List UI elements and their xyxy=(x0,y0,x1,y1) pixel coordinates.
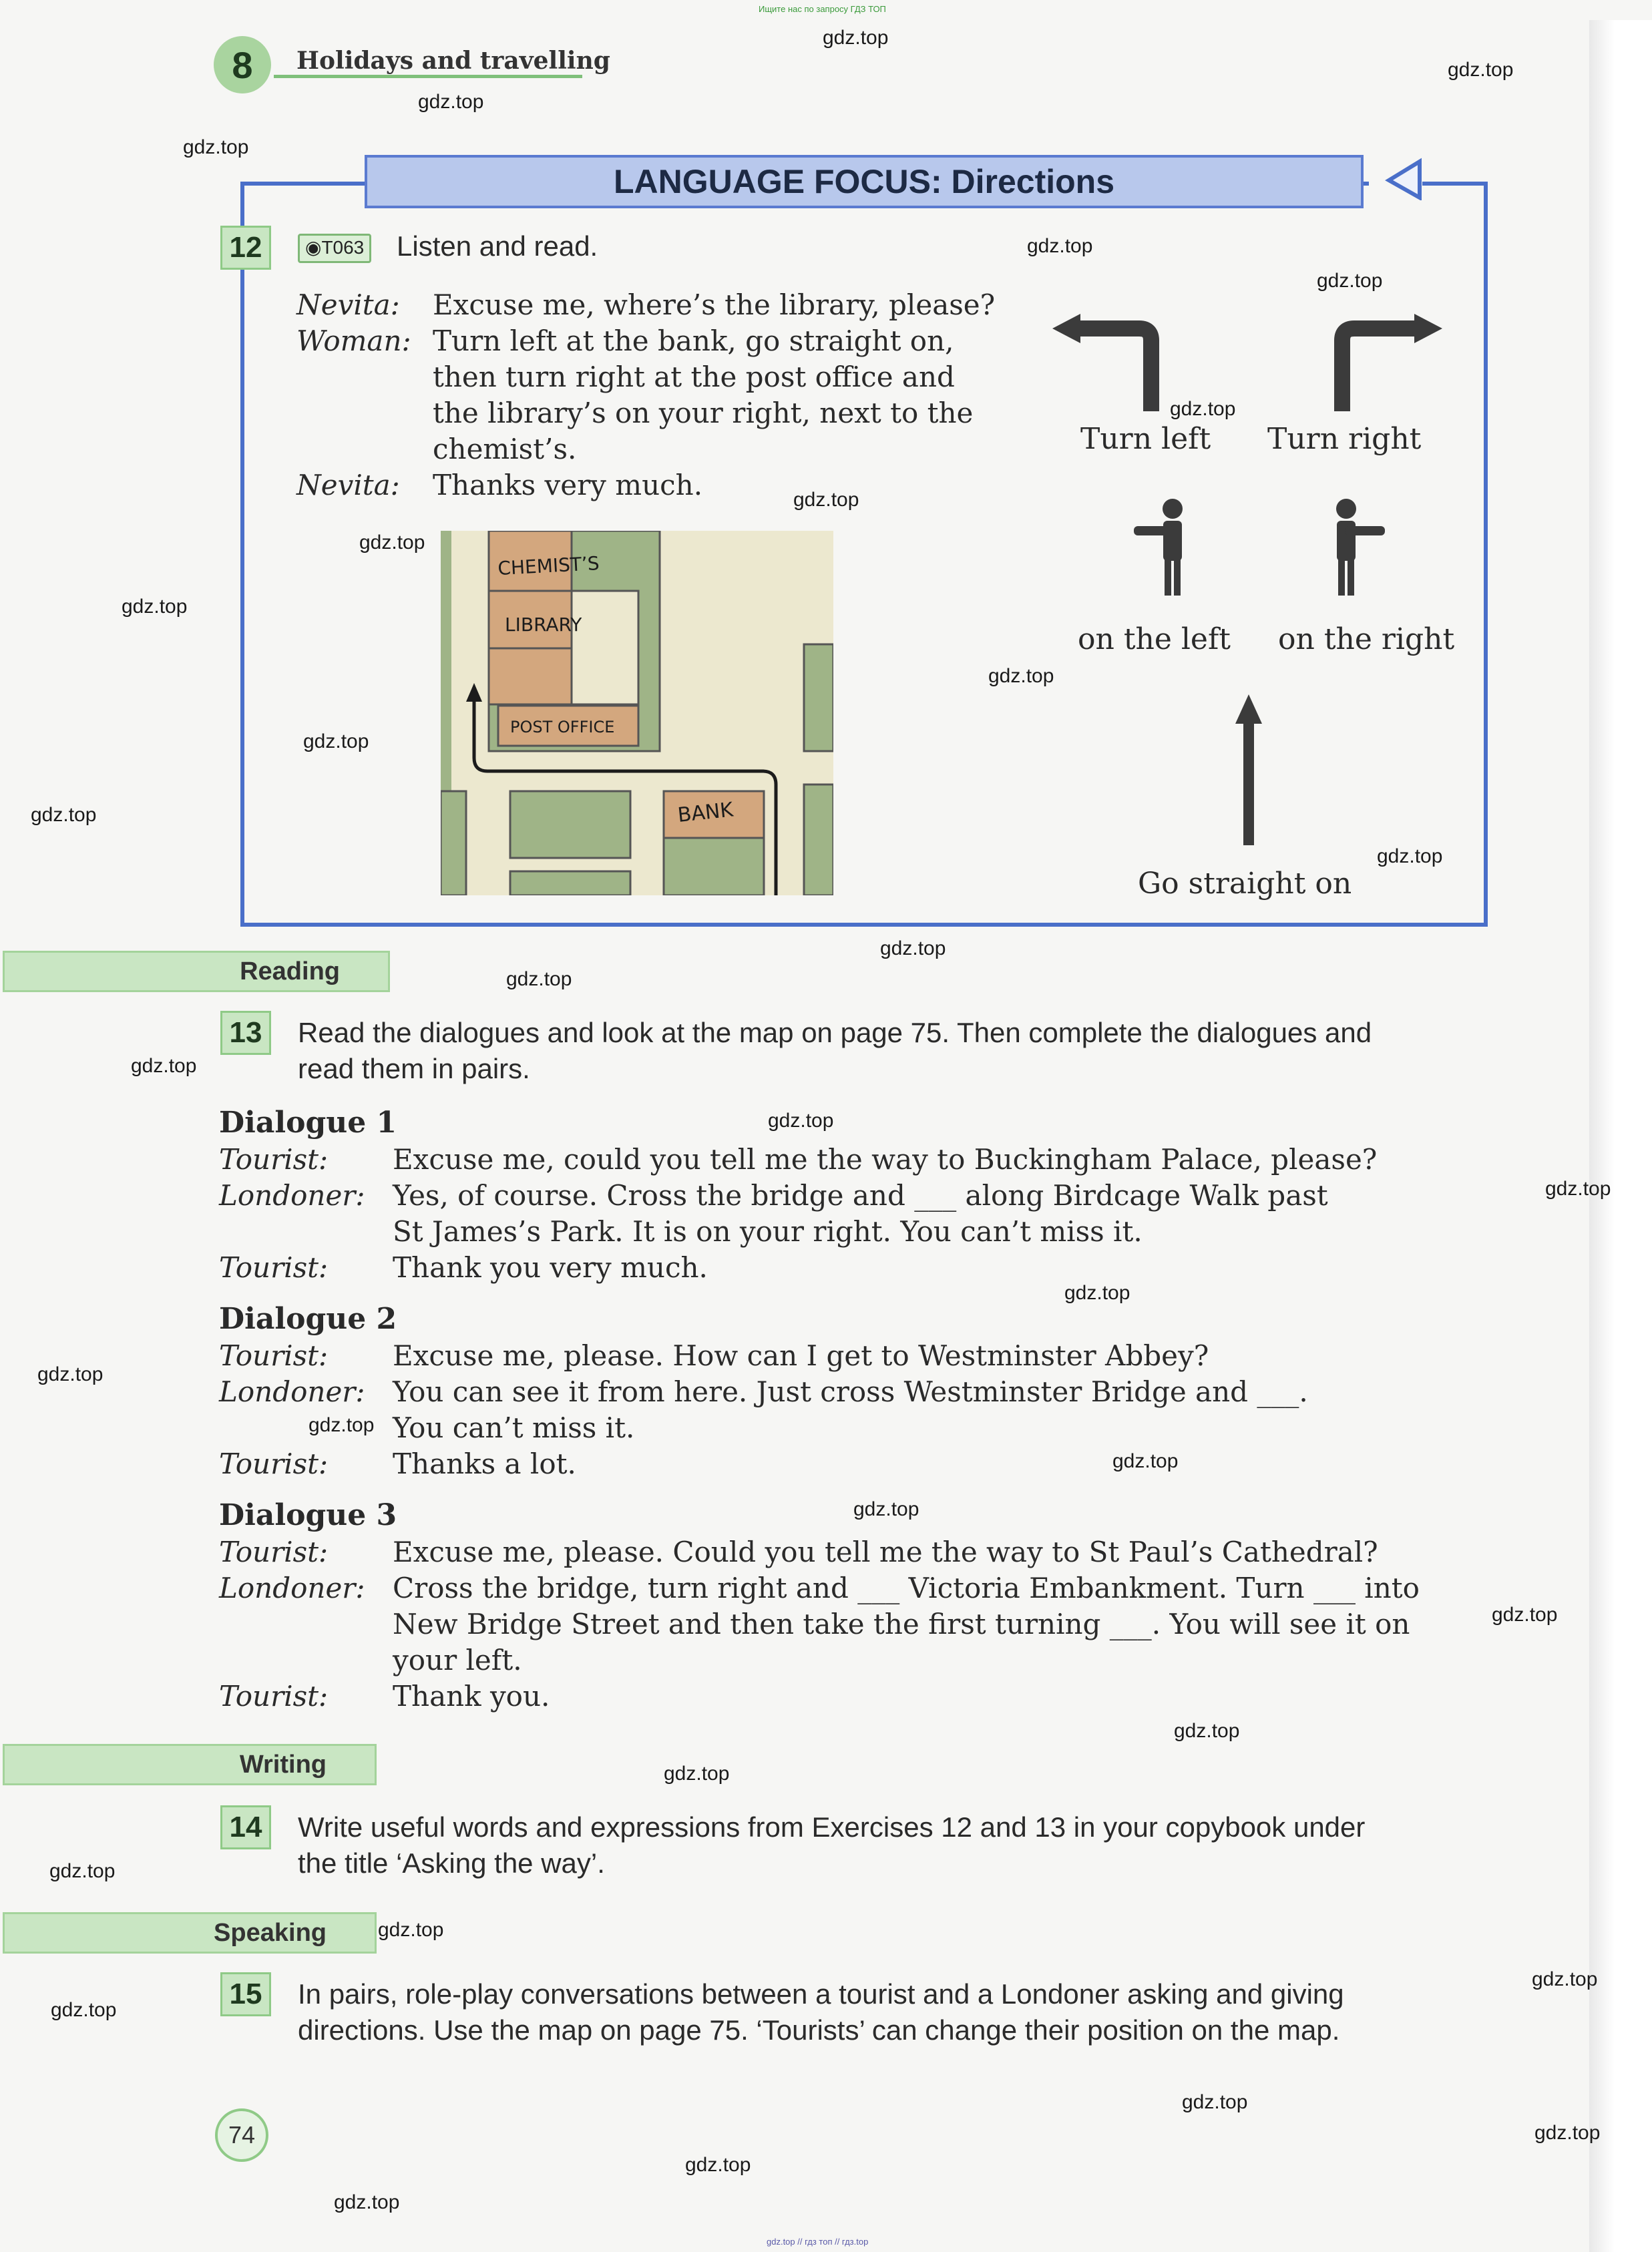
speaker-label: Tourist: xyxy=(219,1680,329,1713)
watermark: gdz.top xyxy=(823,27,889,49)
dialogue-line: chemist’s. xyxy=(433,433,577,465)
dialogue-line: Thanks a lot. xyxy=(393,1447,576,1480)
caption-turn-left: Turn left xyxy=(1080,422,1211,456)
arrow-head-icon xyxy=(1385,158,1425,200)
caption-go-straight-on: Go straight on xyxy=(1138,867,1352,901)
speaker-label: Londoner: xyxy=(219,1179,365,1212)
dialogue-line: Thank you very much. xyxy=(393,1251,708,1284)
dialogue-line: Yes, of course. Cross the bridge and ___ along Birdcage Walk past xyxy=(393,1179,1328,1212)
dialogue-line: your left. xyxy=(393,1644,522,1676)
speaker-label: Tourist: xyxy=(219,1447,329,1480)
caption-turn-right: Turn right xyxy=(1267,422,1422,456)
dialogue-line: Excuse me, where’s the library, please? xyxy=(433,288,996,321)
top-note: Ищите нас по запросу ГДЗ ТОП xyxy=(759,4,886,14)
unit-title: Holidays and travelling xyxy=(296,47,610,75)
watermark: gdz.top xyxy=(1377,845,1443,867)
dialogue-line: Excuse me, could you tell me the way to Buckingham Palace, please? xyxy=(393,1143,1378,1176)
section-speaking: Speaking xyxy=(3,1912,377,1954)
turn-left-arrow-icon xyxy=(1051,314,1169,414)
speaker-label: Woman: xyxy=(296,324,411,357)
watermark: gdz.top xyxy=(334,2191,400,2213)
page-number: 74 xyxy=(215,2108,268,2162)
person-pointing-left-icon xyxy=(1131,497,1201,597)
dialogue-line: then turn right at the post office and xyxy=(433,361,955,393)
watermark: gdz.top xyxy=(1532,1968,1598,1990)
unit-title-underline xyxy=(274,75,582,78)
dialogue-line: Thanks very much. xyxy=(433,469,703,501)
dialogue-2-title: Dialogue 2 xyxy=(219,1302,397,1336)
town-map xyxy=(441,531,833,895)
watermark: gdz.top xyxy=(1064,1282,1130,1304)
audio-track-badge xyxy=(298,234,371,263)
bottom-note: gdz.top // гдз топ // гдз.top xyxy=(767,2237,869,2247)
exercise-14-number: 14 xyxy=(220,1805,271,1849)
watermark: gdz.top xyxy=(988,665,1054,687)
exercise-15-instruction: In pairs, role-play conversations between a tourist and a Londoner asking and giving xyxy=(298,1978,1344,2010)
watermark: gdz.top xyxy=(308,1414,375,1436)
watermark: gdz.top xyxy=(1174,1720,1240,1742)
exercise-14-instruction: Write useful words and expressions from Exercises 12 and 13 in your copybook under xyxy=(298,1811,1366,1843)
dialogue-line: You can see it from here. Just cross Westminster Bridge and ___. xyxy=(393,1375,1308,1408)
exercise-12-number: 12 xyxy=(220,226,271,270)
speaker-label: Tourist: xyxy=(219,1143,329,1176)
watermark: gdz.top xyxy=(1027,235,1093,257)
exercise-13-number: 13 xyxy=(220,1011,271,1055)
dialogue-line: Excuse me, please. How can I get to Westminster Abbey? xyxy=(393,1339,1209,1372)
speaker-label: Tourist: xyxy=(219,1251,329,1284)
watermark: gdz.top xyxy=(1112,1450,1179,1472)
speaker-label: Nevita: xyxy=(296,288,400,321)
person-pointing-right-icon xyxy=(1318,497,1388,597)
watermark: gdz.top xyxy=(664,1763,730,1785)
dialogue-line: Thank you. xyxy=(393,1680,550,1713)
audio-disc-icon: ◉ xyxy=(305,237,322,258)
map-label-chemists: CHEMIST’S xyxy=(497,552,600,580)
watermark: gdz.top xyxy=(685,2154,751,2176)
dialogue-line: Turn left at the bank, go straight on, xyxy=(433,324,954,357)
watermark: gdz.top xyxy=(1534,2122,1601,2144)
watermark: gdz.top xyxy=(418,91,484,113)
watermark: gdz.top xyxy=(793,489,859,511)
dialogue-line: New Bridge Street and then take the first turning ___. You will see it on xyxy=(393,1608,1410,1640)
watermark: gdz.top xyxy=(37,1363,104,1385)
dialogue-3-title: Dialogue 3 xyxy=(219,1498,397,1532)
dialogue-line: You can’t miss it. xyxy=(393,1411,635,1444)
dialogue-line: St James’s Park. It is on your right. You can’t miss it. xyxy=(393,1215,1143,1248)
exercise-15-instruction: directions. Use the map on page 75. ‘Tourists’ can change their position on the map. xyxy=(298,2014,1340,2046)
watermark: gdz.top xyxy=(768,1110,834,1132)
watermark: gdz.top xyxy=(1492,1604,1558,1626)
exercise-13-instruction: read them in pairs. xyxy=(298,1053,530,1084)
dialogue-1-title: Dialogue 1 xyxy=(219,1106,397,1140)
caption-on-the-right: on the right xyxy=(1278,622,1455,656)
section-writing: Writing xyxy=(3,1744,377,1785)
section-reading: Reading xyxy=(3,951,390,992)
language-focus-title: LANGUAGE FOCUS: Directions xyxy=(365,155,1364,208)
exercise-13-instruction: Read the dialogues and look at the map on page 75. Then complete the dialogues and xyxy=(298,1017,1372,1048)
map-label-post-office: POST OFFICE xyxy=(510,718,615,736)
watermark: gdz.top xyxy=(1545,1178,1611,1200)
dialogue-line: the library’s on your right, next to the xyxy=(433,397,974,429)
caption-on-the-left: on the left xyxy=(1078,622,1231,656)
watermark: gdz.top xyxy=(1448,59,1514,81)
exercise-15-number: 15 xyxy=(220,1972,271,2016)
map-label-library: LIBRARY xyxy=(505,614,582,636)
exercise-12-instruction: Listen and read. xyxy=(397,230,598,262)
turn-right-arrow-icon xyxy=(1326,314,1444,414)
speaker-label: Londoner: xyxy=(219,1572,365,1604)
watermark: gdz.top xyxy=(131,1055,197,1077)
watermark: gdz.top xyxy=(359,531,425,553)
watermark: gdz.top xyxy=(183,136,249,158)
watermark: gdz.top xyxy=(31,804,97,826)
audio-track-label: T063 xyxy=(321,237,365,258)
watermark: gdz.top xyxy=(49,1860,116,1882)
exercise-14-instruction: the title ‘Asking the way’. xyxy=(298,1847,605,1879)
watermark: gdz.top xyxy=(122,596,188,618)
dialogue-line: Excuse me, please. Could you tell me the way to St Paul’s Cathedral? xyxy=(393,1536,1378,1568)
watermark: gdz.top xyxy=(853,1498,919,1520)
unit-number-badge: 8 xyxy=(214,36,271,93)
watermark: gdz.top xyxy=(1317,270,1383,292)
watermark: gdz.top xyxy=(880,937,946,959)
watermark: gdz.top xyxy=(1170,398,1236,420)
watermark: gdz.top xyxy=(506,968,572,990)
watermark: gdz.top xyxy=(378,1919,444,1941)
watermark: gdz.top xyxy=(51,1999,117,2021)
straight-on-arrow-icon xyxy=(1233,694,1265,845)
speaker-label: Londoner: xyxy=(219,1375,365,1408)
dialogue-line: Cross the bridge, turn right and ___ Victoria Embankment. Turn ___ into xyxy=(393,1572,1420,1604)
watermark: gdz.top xyxy=(1182,2091,1248,2113)
page-edge xyxy=(1589,20,1652,2252)
map-label-bank: BANK xyxy=(676,798,735,827)
speaker-label: Tourist: xyxy=(219,1536,329,1568)
speaker-label: Nevita: xyxy=(296,469,400,501)
watermark: gdz.top xyxy=(303,730,369,752)
speaker-label: Tourist: xyxy=(219,1339,329,1372)
